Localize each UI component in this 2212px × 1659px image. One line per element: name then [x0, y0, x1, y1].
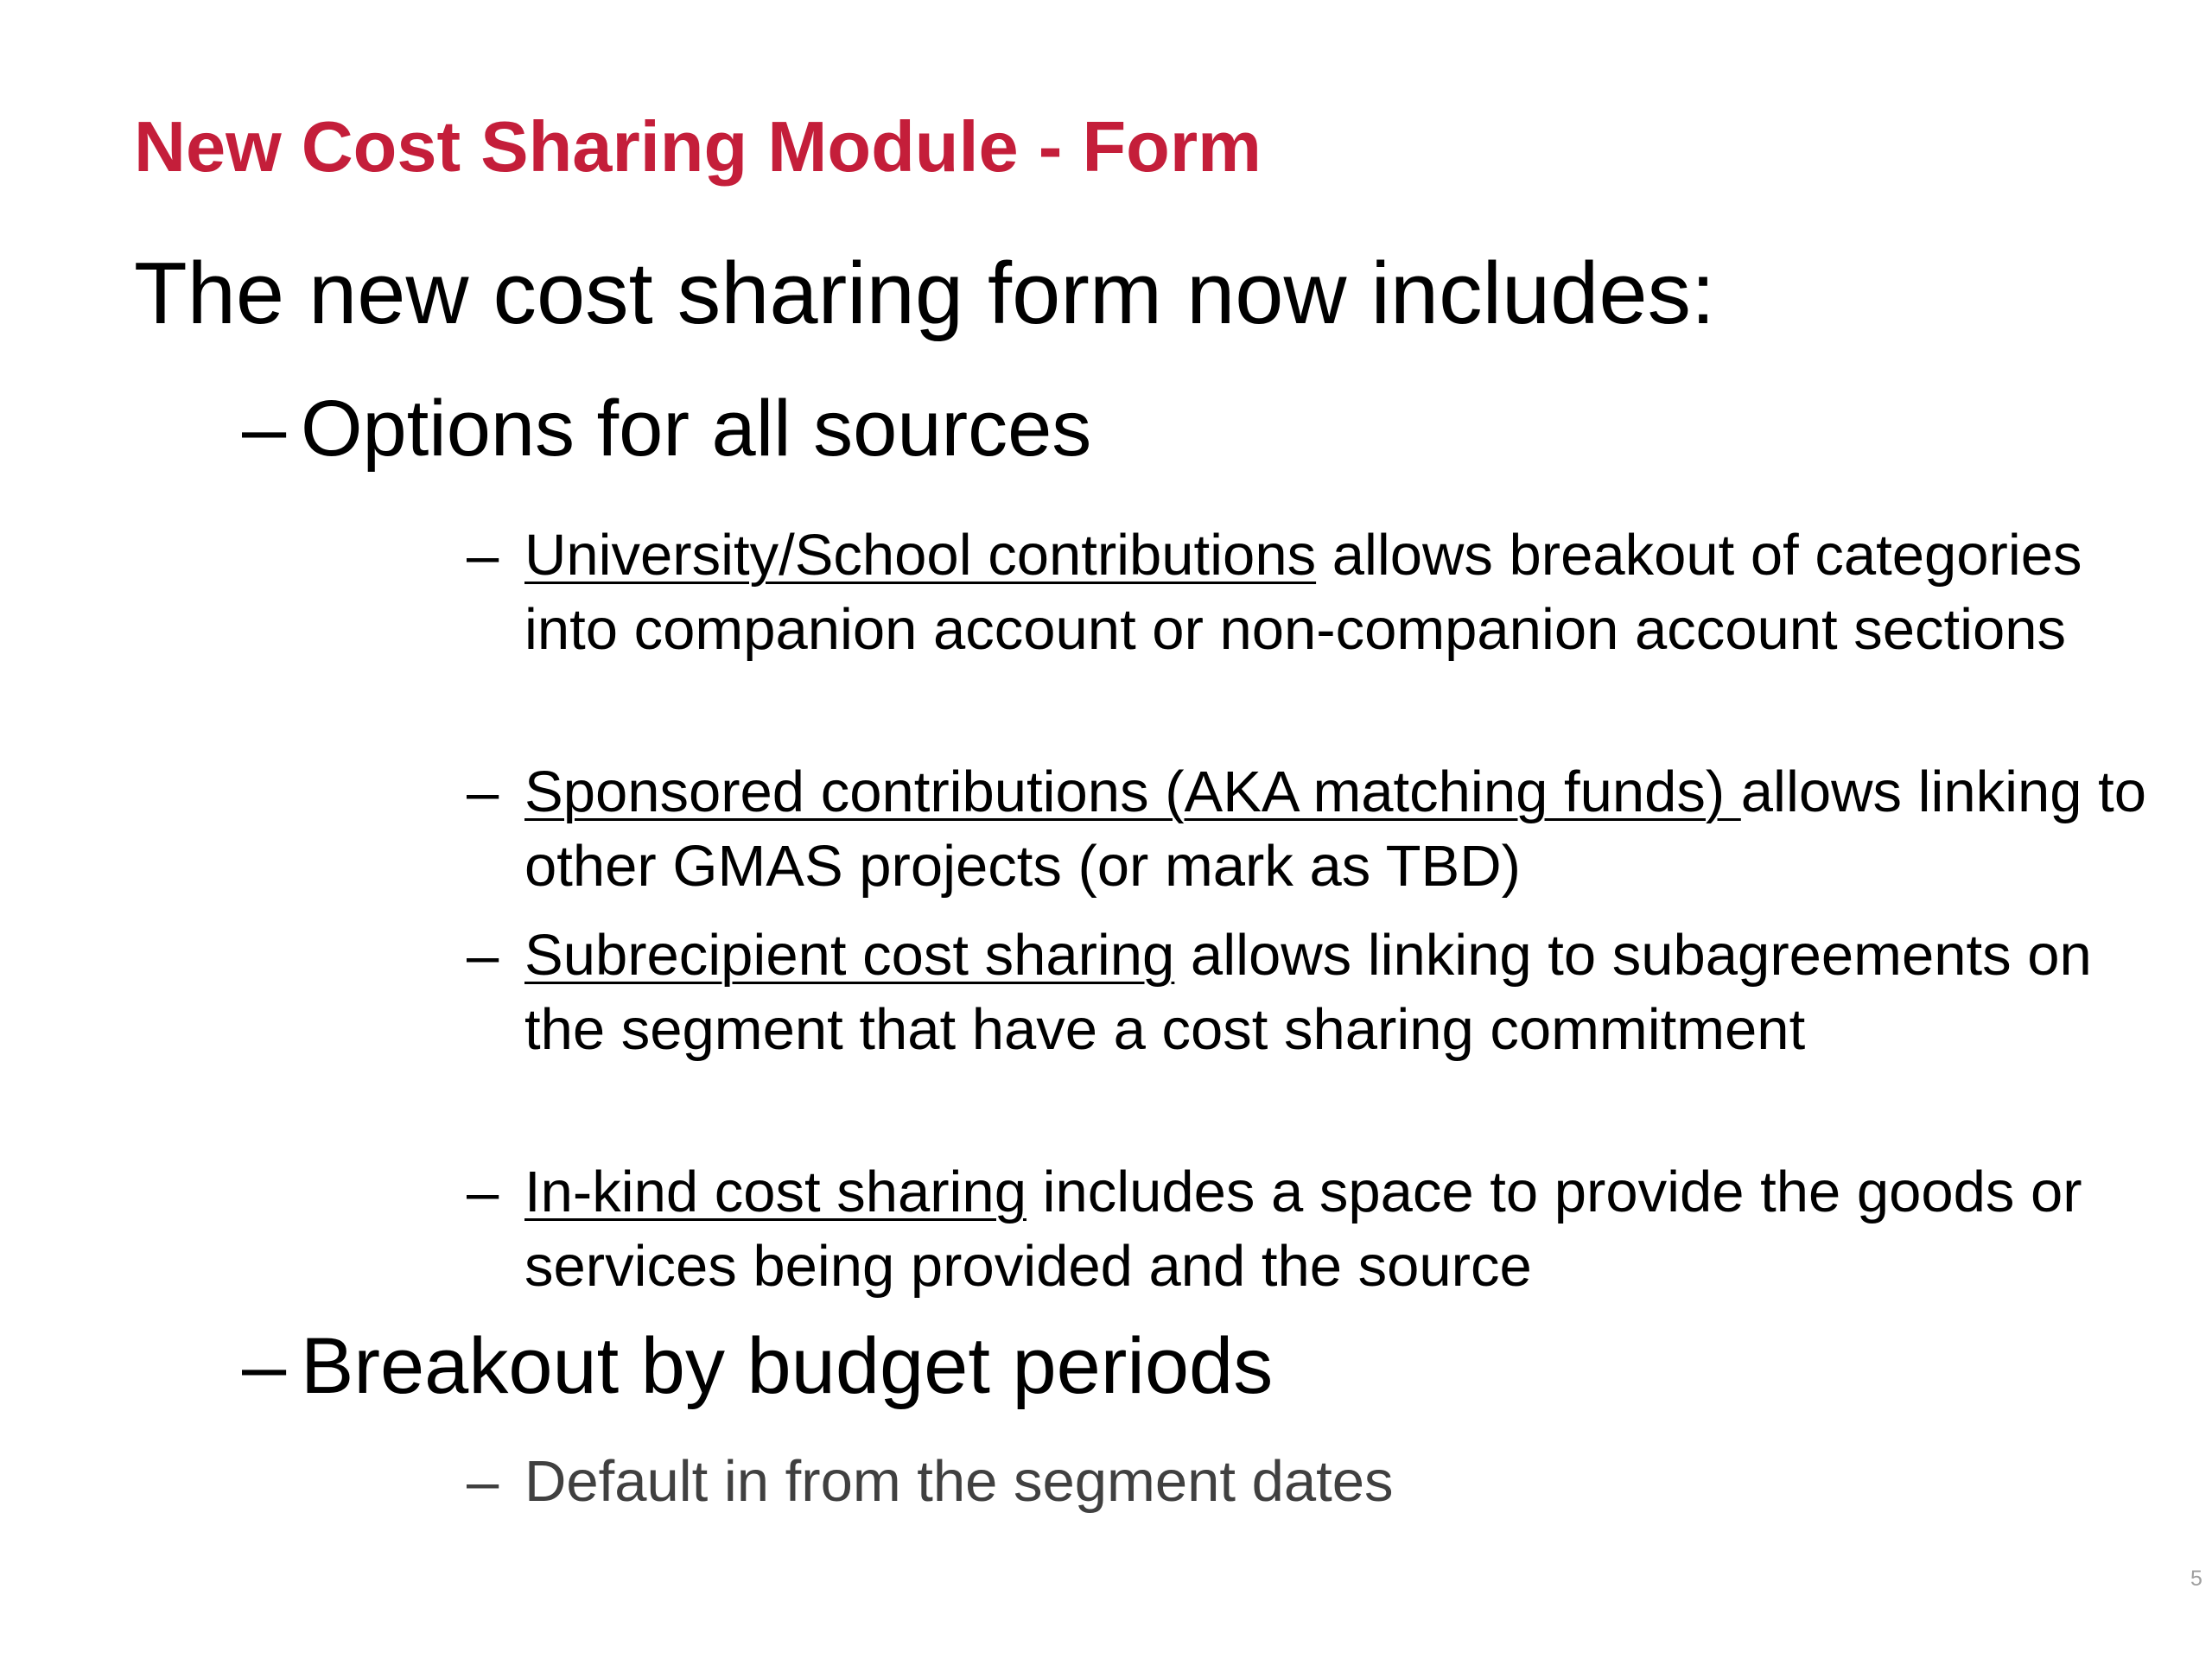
- dash-marker: –: [242, 1322, 287, 1410]
- bullet-label: Options for all sources: [301, 385, 1092, 473]
- sub-bullet-in-kind: [467, 1155, 2160, 1304]
- dash-marker: –: [467, 1449, 499, 1514]
- dash-marker: –: [467, 1160, 499, 1224]
- sub-bullet-university-school: [467, 518, 2160, 667]
- bullet-options-for-all-sources: [242, 385, 1092, 473]
- sub-bullet-subrecipient: [467, 918, 2160, 1067]
- description: allows linking to subagreements on the segment that have a cost sharing commitment: [524, 923, 2092, 1062]
- bullet-breakout-by-budget-periods: [242, 1322, 1274, 1410]
- description: allows breakout of categories into companion account or non-companion account sections: [524, 523, 2082, 662]
- underlined-term: In-kind cost sharing: [524, 1160, 1027, 1224]
- sub-bullet-default-dates: [467, 1445, 2160, 1519]
- dash-marker: –: [242, 385, 287, 473]
- dash-marker: –: [467, 523, 499, 588]
- page-number: 5: [2190, 1567, 2202, 1591]
- intro-heading: The new cost sharing form now includes:: [134, 245, 1716, 342]
- slide-title: New Cost Sharing Module - Form: [134, 106, 1262, 187]
- underlined-term: University/School contributions: [524, 523, 1317, 588]
- underlined-term: Subrecipient cost sharing: [524, 923, 1175, 988]
- dash-marker: –: [467, 923, 499, 988]
- sub-bullet-sponsored: [467, 755, 2160, 904]
- sub-bullet-text: [524, 1155, 2160, 1304]
- dash-marker: –: [467, 760, 499, 824]
- description: includes a space to provide the goods or services being provided and the source: [524, 1160, 2082, 1299]
- sub-bullet-text: [524, 918, 2160, 1067]
- underlined-term: Sponsored contributions (AKA matching funds): [524, 760, 1741, 824]
- description: allows linking to other GMAS projects (or mark as TBD): [524, 760, 2147, 899]
- sub-bullet-text: Default in from the segment dates: [524, 1449, 1394, 1514]
- sub-bullet-text: [524, 518, 2160, 667]
- bullet-label: Breakout by budget periods: [301, 1322, 1274, 1410]
- sub-bullet-text: [524, 755, 2160, 904]
